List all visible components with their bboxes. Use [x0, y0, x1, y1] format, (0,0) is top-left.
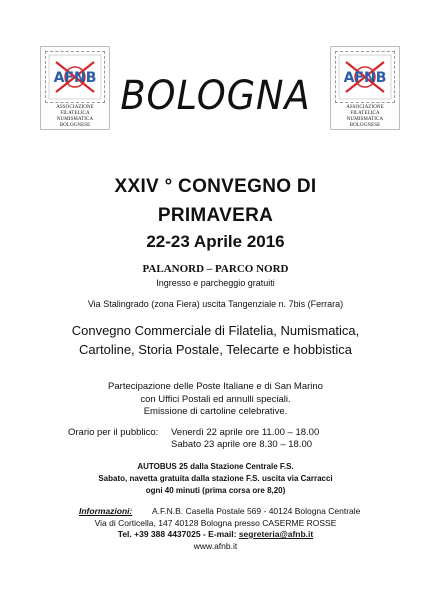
- event-title-line2: PRIMAVERA: [157, 205, 274, 226]
- participation-line1: Partecipazione delle Poste Italiane e di San Marino: [108, 381, 323, 392]
- info-postal-address: A.F.N.B. Casella Postale 569 - 40124 Bologna Centrale: [152, 506, 361, 516]
- website-link[interactable]: www.afnb.it: [193, 541, 238, 551]
- association-name: ASSOCIAZIONE FILATELICA NUMISMATICA BOLOGNESE: [56, 105, 94, 128]
- venue-address: Via Stalingrado (zona Fiera) uscita Tangenziale n. 7bis (Ferrara): [87, 299, 344, 309]
- bus-line2: Sabato, navetta gratuita dalla stazione F.S. uscita via Carracci: [98, 474, 333, 483]
- info-phone: Tel. +39 388 4437025 - E-mail:: [117, 529, 239, 539]
- email-link[interactable]: segreteria@afnb.it: [238, 529, 314, 539]
- info-contacts: [0, 529, 431, 539]
- participation-line2: con Uffici Postali ed annulli speciali.: [140, 394, 291, 405]
- city-title: BOLOGNA: [120, 73, 311, 119]
- info-label: Informazioni:: [79, 506, 133, 516]
- commercial-line1: Convegno Commerciale di Filatelia, Numismatica,: [71, 323, 360, 338]
- participation-line3: Emissione di cartoline celebrative.: [143, 406, 288, 417]
- event-title-line1: XXIV ° CONVEGNO DI: [114, 176, 317, 197]
- logo-monogram: AFNB: [343, 70, 387, 86]
- venue-note: Ingresso e parcheggio gratuiti: [156, 278, 275, 288]
- association-name: ASSOCIAZIONE FILATELICA NUMISMATICA BOLOGNESE: [346, 105, 384, 128]
- logo-monogram: AFNB: [53, 70, 97, 86]
- bus-line1: AUTOBUS 25 dalla Stazione Centrale F.S.: [137, 462, 294, 471]
- commercial-line2: Cartoline, Storia Postale, Telecarte e hobbistica: [79, 342, 352, 357]
- venue-name: PALANORD – PARCO NORD: [142, 263, 289, 275]
- hours-friday: Venerdì 22 aprile ore 11.00 – 18.00: [171, 427, 320, 438]
- bus-line3: ogni 40 minuti (prima corsa ore 8,20): [145, 486, 286, 495]
- event-dates: 22-23 Aprile 2016: [146, 232, 285, 251]
- hours-label: Orario per il pubblico:: [68, 427, 159, 438]
- hours-saturday: Sabato 23 aprile ore 8.30 – 18.00: [171, 439, 313, 450]
- info-street-address: Via di Corticella, 147 40128 Bologna presso CASERME ROSSE: [94, 518, 337, 528]
